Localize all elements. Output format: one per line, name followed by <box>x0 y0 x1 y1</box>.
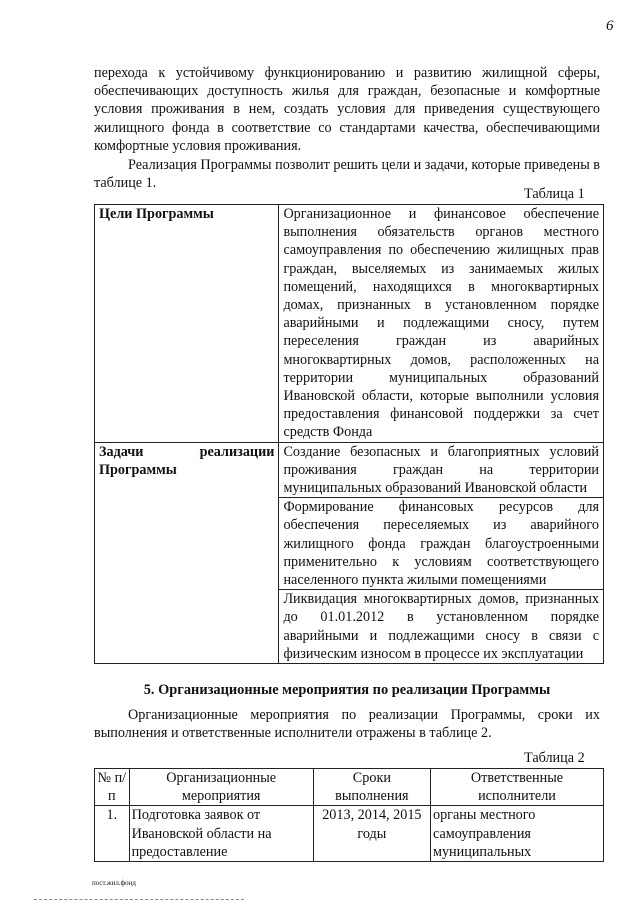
table-cell: 1. <box>95 806 130 862</box>
table-cell: органы местного самоуправления муниципальных <box>430 806 603 862</box>
footer-text: пост.жил.фонд <box>92 879 136 887</box>
tasks-label-word: реализации <box>199 443 275 460</box>
measures-table <box>94 768 604 862</box>
table1-caption: Таблица 1 <box>524 186 585 202</box>
table-header-row <box>95 769 604 806</box>
table-row <box>95 442 604 498</box>
table-row <box>95 205 604 443</box>
task-item: Создание безопасных и благоприятных условий проживания граждан на территории муниципальных образований Ивановской области <box>279 442 604 498</box>
column-header: № п/п <box>95 769 130 806</box>
page-number: 6 <box>606 18 614 34</box>
column-header: Организационные мероприятия <box>129 769 313 806</box>
goals-tasks-table <box>94 204 604 664</box>
section-heading: 5. Организационные мероприятия по реализации Программы <box>143 682 551 698</box>
goals-label: Цели Программы <box>95 205 279 443</box>
task-item: Формирование финансовых ресурсов для обеспечения переселяемых из аварийного жилищного фонда граждан благоустроенными применительно к условиям соответствующего населенного пункта жилыми помещениями <box>279 498 604 590</box>
tasks-label <box>95 442 279 663</box>
footer-divider <box>34 899 244 900</box>
section5-paragraph: Организационные мероприятия по реализации Программы, сроки их выполнения и ответственные исполнители отражены в таблице 2. <box>94 707 600 742</box>
goals-text: Организационное и финансовое обеспечение выполнения обязательств органов местного самоуправления по обеспечению жилищных прав граждан, выселяемых из занимаемых жилых помещений, находящихся в многоквартирных домах, признанных в установленном порядке аварийными и подлежащими сносу, путем переселения граждан из аварийных многоквартирных домов, расположенных на территории муниципальных образований Ивановской области, которые выполнили условия предоставления финансовой поддержки за счет средств Фонда <box>279 205 604 443</box>
column-header: Ответственные исполнители <box>430 769 603 806</box>
tasks-label-word: Программы <box>99 461 177 478</box>
table-cell: Подготовка заявок от Ивановской области на предоставление <box>129 806 313 862</box>
intro-paragraph: перехода к устойчивому функционированию и развитию жилищной сферы, обеспечивающих доступность жилья для граждан, безопасные и комфортные условия проживания в нем, создать условия для приведения существующего жилищного фонда в соответствие со стандартами качества, обеспечивающими комфортные условия проживания. <box>94 65 600 154</box>
table2-caption: Таблица 2 <box>524 750 585 766</box>
table-row <box>95 806 604 862</box>
task-item: Ликвидация многоквартирных домов, признанных до 01.01.2012 в установленном порядке аварийными и подлежащими сносу в связи с физическим износом в процессе их эксплуатации <box>279 590 604 664</box>
tasks-label-word: Задачи <box>99 443 144 460</box>
realization-paragraph: Реализация Программы позволит решить цели и задачи, которые приведены в таблице 1. <box>94 157 600 192</box>
table-cell: 2013, 2014, 2015 годы <box>313 806 430 862</box>
column-header: Сроки выполнения <box>313 769 430 806</box>
